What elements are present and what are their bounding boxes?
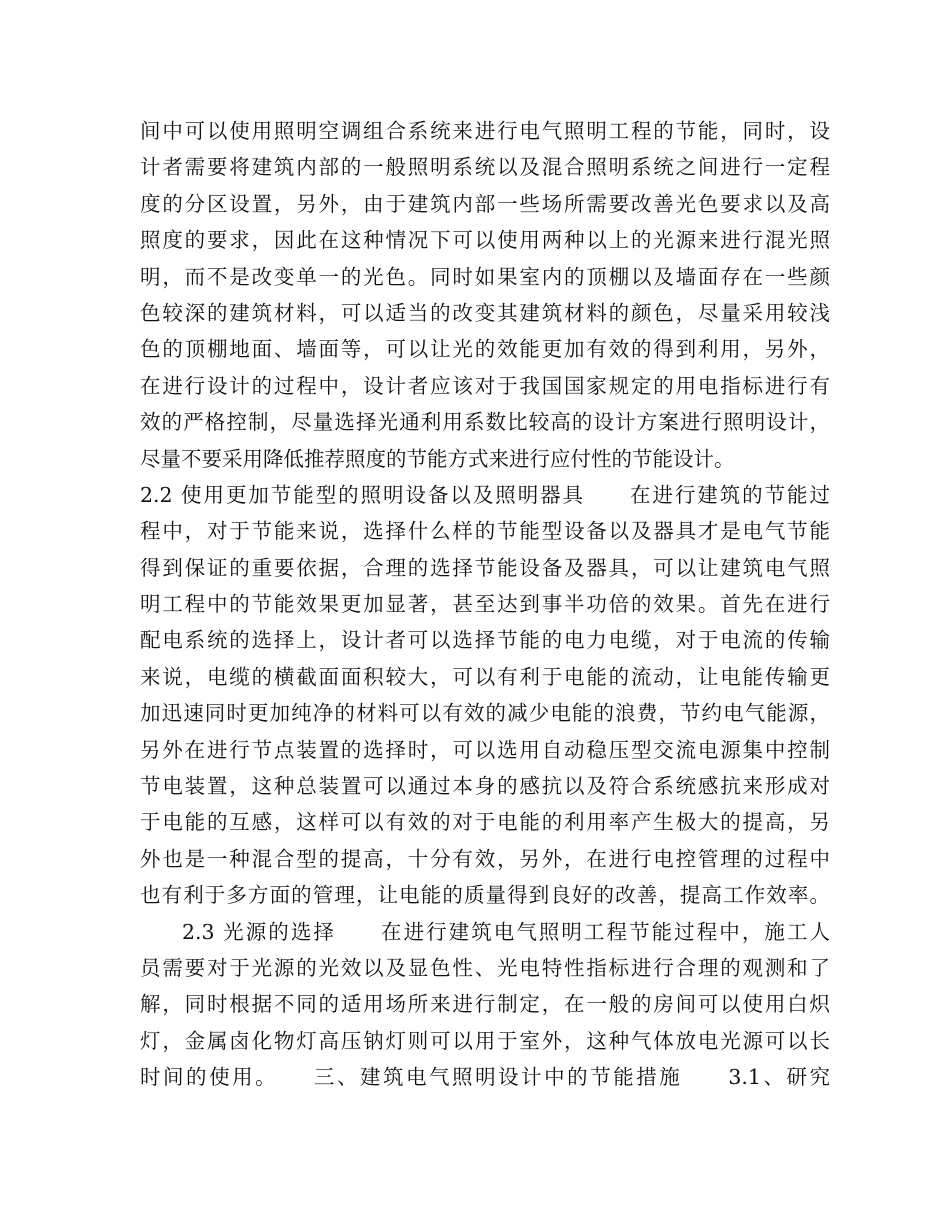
text-line: 色较深的建筑材料，可以适当的改变其建筑材料的颜色，尽量采用较浅 — [140, 300, 830, 325]
text-line: 加迅速同时更加纯净的材料可以有效的减少电能的浪费，节约电气能源， — [140, 701, 830, 726]
text-line: 灯，金属卤化物灯高压钠灯则可以用于室外，这种气体放电光源可以长 — [140, 1028, 830, 1053]
text-line: 在进行设计的过程中，设计者应该对于我国国家规定的用电指标进行有 — [140, 373, 830, 398]
text-line: 也有利于多方面的管理，让电能的质量得到良好的改善，提高工作效率。 — [140, 883, 830, 908]
text-line: 明工程中的节能效果更加显著，甚至达到事半功倍的效果。首先在进行 — [140, 592, 830, 617]
text-line: 尽量不要采用降低推荐照度的节能方式来进行应付性的节能设计。 — [140, 446, 735, 471]
text-line: 明，而不是改变单一的光色。同时如果室内的顶棚以及墙面存在一些颜 — [140, 264, 830, 289]
section-heading-line: 时间的使用。 三、建筑电气照明设计中的节能措施 3.1、研究 — [140, 1065, 830, 1090]
text-line: 来说，电缆的横截面面积较大，可以有利于电能的流动，让电能传输更 — [140, 664, 830, 689]
text-line: 另外在进行节点装置的选择时，可以选用自动稳压型交流电源集中控制 — [140, 737, 830, 762]
text-line: 外也是一种混合型的提高，十分有效，另外，在进行电控管理的过程中 — [140, 846, 830, 871]
text-line: 照度的要求，因此在这种情况下可以使用两种以上的光源来进行混光照 — [140, 228, 830, 253]
document-body — [140, 113, 830, 1096]
text-line: 得到保证的重要依据，合理的选择节能设备及器具，可以让建筑电气照 — [140, 555, 830, 580]
text-line: 解，同时根据不同的适用场所来进行制定，在一般的房间可以使用白炽 — [140, 992, 830, 1017]
section-heading-line: 2.3 光源的选择 在进行建筑电气照明工程节能过程中，施工人 — [182, 919, 830, 944]
text-line: 度的分区设置，另外，由于建筑内部一些场所需要改善光色要求以及高 — [140, 191, 830, 216]
text-line: 配电系统的选择上，设计者可以选择节能的电力电缆，对于电流的传输 — [140, 628, 830, 653]
text-line: 于电能的互感，这样可以有效的对于电能的利用率产生极大的提高，另 — [140, 810, 830, 835]
text-line: 员需要对于光源的光效以及显色性、光电特性指标进行合理的观测和了 — [140, 955, 830, 980]
text-line: 色的顶棚地面、墙面等，可以让光的效能更加有效的得到利用，另外， — [140, 337, 830, 362]
text-line: 程中，对于节能来说，选择什么样的节能型设备以及器具才是电气节能 — [140, 519, 830, 544]
text-line: 间中可以使用照明空调组合系统来进行电气照明工程的节能，同时，设 — [140, 119, 830, 143]
text-line: 效的严格控制，尽量选择光通利用系数比较高的设计方案进行照明设计， — [140, 410, 830, 435]
section-heading-line: 2.2 使用更加节能型的照明设备以及照明器具 在进行建筑的节能过 — [140, 482, 830, 507]
text-line: 节电装置，这种总装置可以通过本身的感抗以及符合系统感抗来形成对 — [140, 774, 830, 799]
text-line: 计者需要将建筑内部的一般照明系统以及混合照明系统之间进行一定程 — [140, 155, 830, 180]
